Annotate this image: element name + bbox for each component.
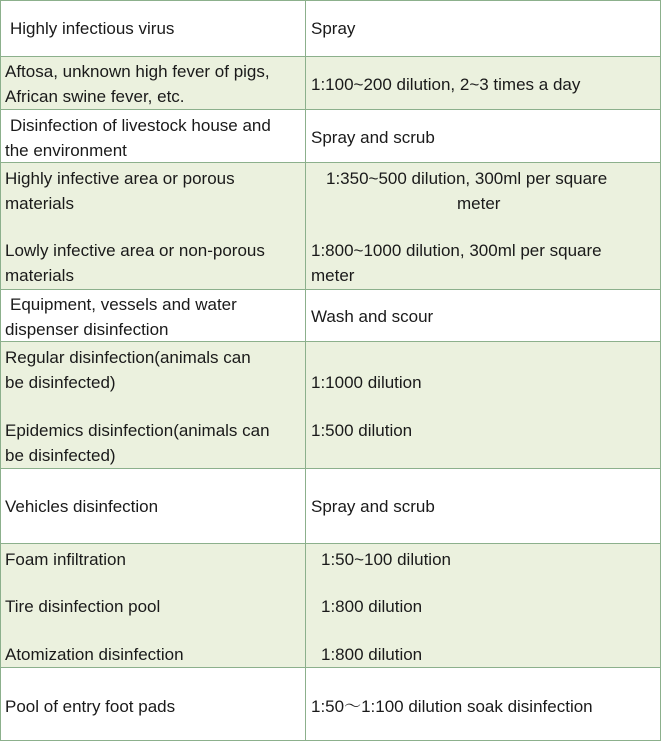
table-row <box>1 289 660 341</box>
cell-text: 1:800~1000 dilution, 300ml per square <box>311 241 602 260</box>
cell-text: Wash and scour <box>311 307 434 326</box>
cell-text: 1:50～1:100 dilution soak disinfection <box>311 697 593 716</box>
usage-cell <box>306 469 660 543</box>
table-row <box>1 468 660 543</box>
cell-text: materials <box>5 266 74 285</box>
cell-text: be disinfected) <box>5 446 116 465</box>
cell-text: Disinfection of livestock house and <box>10 116 271 135</box>
method-cell <box>1 342 306 468</box>
cell-text: 1:1000 dilution <box>311 373 422 392</box>
usage-cell <box>306 544 660 667</box>
cell-text: Atomization disinfection <box>5 645 184 664</box>
usage-cell <box>306 57 660 109</box>
cell-text: Vehicles disinfection <box>5 497 159 516</box>
method-cell <box>1 290 306 341</box>
usage-cell <box>306 290 660 341</box>
usage-cell <box>306 668 660 740</box>
cell-text: Spray <box>311 19 356 38</box>
table-row <box>1 56 660 109</box>
cell-text: Equipment, vessels and water <box>10 295 237 314</box>
cell-text: meter <box>311 266 355 285</box>
cell-text: Epidemics disinfection(animals can <box>5 421 270 440</box>
usage-cell <box>306 110 660 162</box>
usage-cell <box>306 1 660 56</box>
cell-text: dispenser disinfection <box>5 320 169 339</box>
table-row <box>1 667 660 740</box>
table-row <box>1 109 660 162</box>
cell-text: African swine fever, etc. <box>5 87 185 106</box>
cell-text: Highly infectious virus <box>10 19 175 38</box>
cell-text: 1:800 dilution <box>321 645 423 664</box>
cell-text: 1:350~500 dilution, 300ml per square <box>326 169 608 188</box>
cell-text: Spray and scrub <box>311 497 435 516</box>
cell-text: materials <box>5 194 74 213</box>
cell-text: Foam infiltration <box>5 550 126 569</box>
table-row <box>1 162 660 289</box>
usage-cell <box>306 342 660 468</box>
cell-text: Aftosa, unknown high fever of pigs, <box>5 62 270 81</box>
cell-text: 1:800 dilution <box>321 597 423 616</box>
table-row <box>1 1 660 56</box>
method-cell <box>1 57 306 109</box>
method-cell <box>1 110 306 162</box>
method-cell <box>1 544 306 667</box>
method-cell <box>1 668 306 740</box>
cell-text: Highly infective area or porous <box>5 169 235 188</box>
method-cell <box>1 469 306 543</box>
cell-text: meter <box>457 194 501 213</box>
cell-text: 1:50~100 dilution <box>321 550 451 569</box>
cell-text: Spray and scrub <box>311 128 435 147</box>
usage-cell <box>306 163 660 289</box>
cell-text: Lowly infective area or non-porous <box>5 241 265 260</box>
cell-text: Pool of entry foot pads <box>5 697 176 716</box>
cell-text: the environment <box>5 141 127 160</box>
table-row <box>1 543 660 667</box>
cell-text: 1:100~200 dilution, 2~3 times a day <box>311 75 581 94</box>
method-cell <box>1 1 306 56</box>
table-row <box>1 341 660 468</box>
cell-text: 1:500 dilution <box>311 421 413 440</box>
cell-text: Regular disinfection(animals can <box>5 348 251 367</box>
cell-text: Tire disinfection pool <box>5 597 161 616</box>
cell-text: be disinfected) <box>5 373 116 392</box>
method-cell <box>1 163 306 289</box>
